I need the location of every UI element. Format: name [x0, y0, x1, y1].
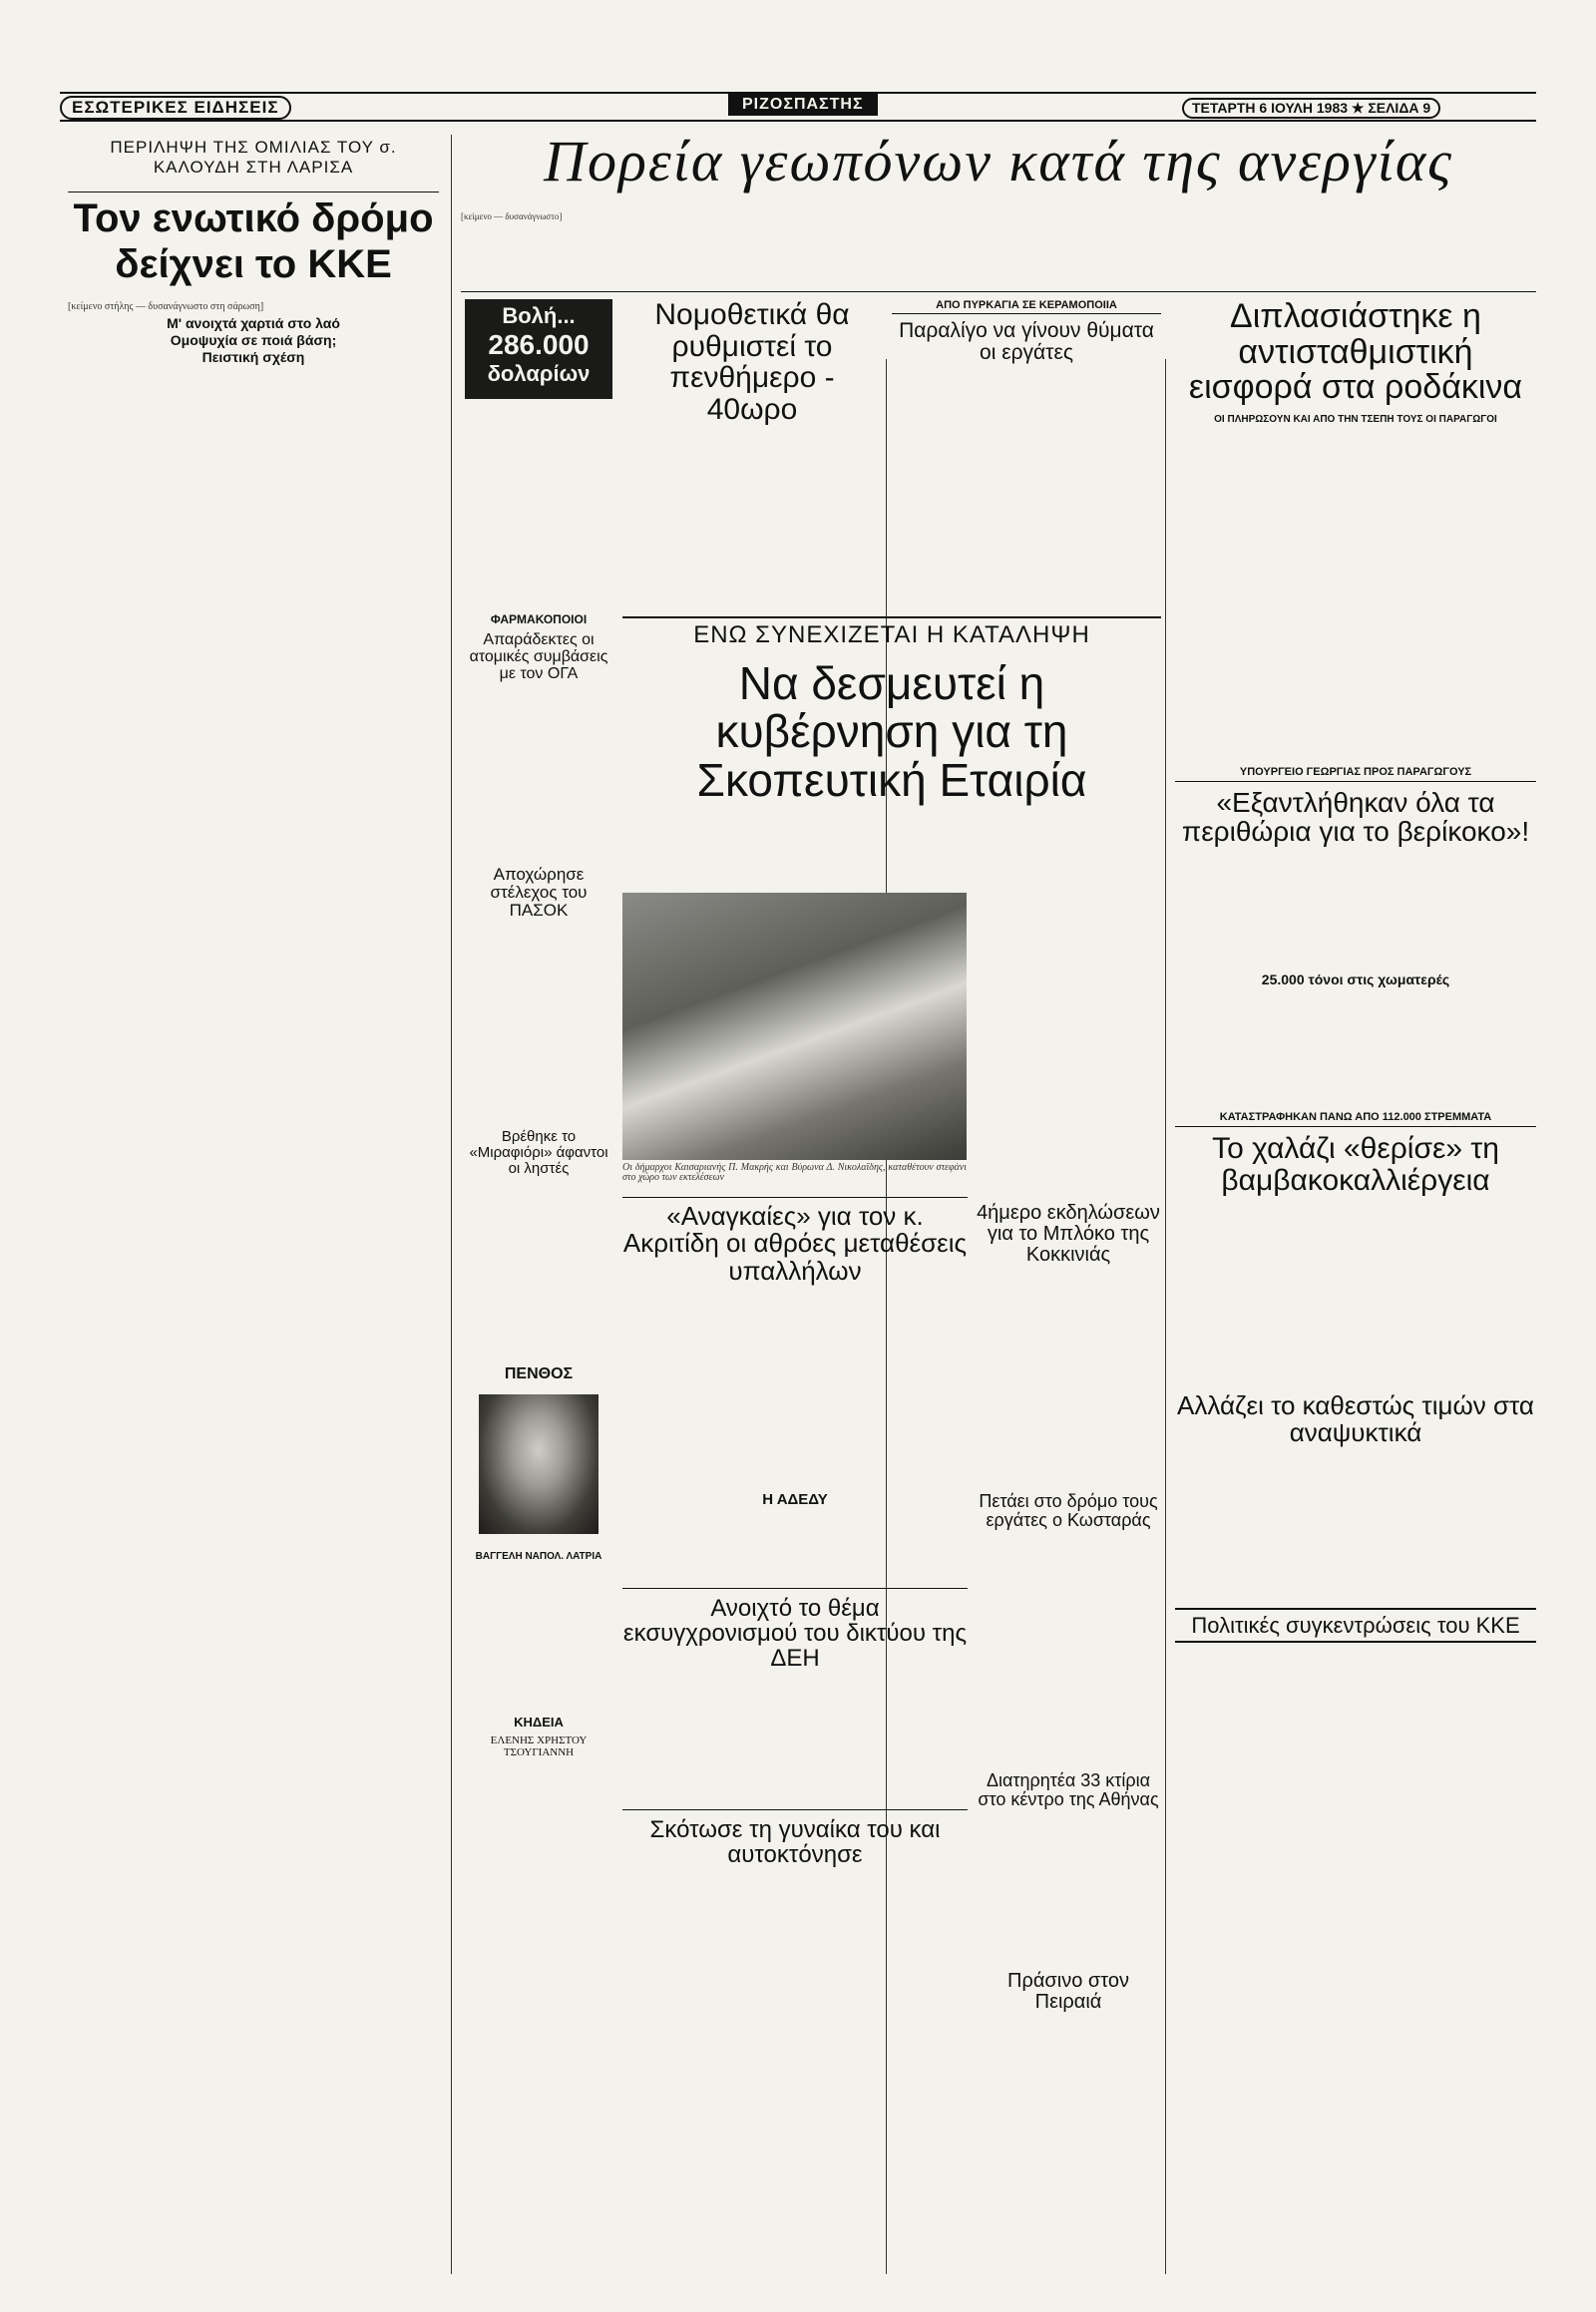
top-story — [461, 129, 1536, 205]
kathestos-headline: Αλλάζει το καθεστώς τιμών στα αναψυκτικά — [1177, 1390, 1534, 1448]
pentos-body — [465, 1574, 612, 1714]
article-subhead: Ομοψυχία σε ποιά βάση; — [170, 332, 337, 348]
peiraia-headline: Πράσινο στον Πειραιά — [1007, 1970, 1129, 2013]
article-subhead: Μ' ανοιχτά χαρτιά στο λαό — [167, 315, 340, 331]
pentos-name: ΒΑΓΓΕΛΗ ΝΑΠΟΛ. ΛΑΤΡΙΑ — [475, 1551, 602, 1562]
kathestos-body — [1175, 1460, 1536, 1605]
divider — [622, 616, 1161, 618]
date-page: ΤΕΤΑΡΤΗ 6 ΙΟΥΛΗ 1983 ★ ΣΕΛΙΔΑ 9 — [1182, 98, 1440, 119]
xalazi-body — [1175, 1209, 1536, 1386]
farmakopoioi-body — [465, 688, 612, 868]
divider — [461, 291, 1536, 292]
dei-headline: Ανοιχτό το θέμα εκσυγχρονισμού του δικτύου της ΔΕΗ — [622, 1595, 968, 1673]
ypourgeio-box — [1175, 766, 1536, 847]
kokkinia-headline: 4ήμερο εκδηλώσεων για το Μπλόκο της Κοκκινιάς — [977, 1202, 1160, 1266]
kustaras-headline: Πετάει στο δρόμο τους εργάτες ο Κωσταράς — [979, 1491, 1158, 1530]
farmakopoioi-kicker: ΦΑΡΜΑΚΟΠΟΙΟΙ — [490, 612, 588, 626]
nomothetika-box — [622, 298, 882, 426]
ceremony-photo — [622, 893, 967, 1160]
article-kicker: ΠΕΡΙΛΗΨΗ ΤΗΣ ΟΜΙΛΙΑΣ ΤΟΥ σ. ΚΑΛΟΥΔΗ ΣΤΗ ΛΑΡΙΣΑ — [110, 138, 397, 177]
kideia-body — [465, 1765, 612, 1885]
pasok-body — [465, 918, 612, 1127]
top-story-body: [κείμενο — δυσανάγνωστο] — [461, 211, 563, 221]
portrait-photo — [479, 1394, 598, 1534]
pasok-headline: Αποχώρησε στέλεχος του ΠΑΣΟΚ — [490, 865, 588, 920]
kideia-kicker: ΚΗΔΕΙΑ — [514, 1715, 564, 1730]
diplasiastike-headline: Διπλασιάστηκε η αντισταθμιστική εισφορά στα ροδάκινα — [1188, 297, 1523, 407]
katalipsi-headline: Να δεσμευτεί η κυβέρνηση για τη Σκοπευτική Εταιρία — [696, 657, 1087, 806]
headline-box — [68, 195, 439, 287]
voli-line2: 286.000 — [488, 329, 590, 360]
nomothetika-headline: Νομοθετικά θα ρυθμιστεί το πενθήμερο - 40ωρο — [654, 298, 850, 426]
voli-box — [465, 299, 612, 399]
divider — [68, 192, 439, 193]
mirafiori-headline: Βρέθηκε το «Μιραφιόρι» άφαντοι οι ληστές — [469, 1128, 608, 1177]
farmakopoioi-headline: Απαράδεκτες οι ατομικές συμβάσεις με τον ΟΓΑ — [469, 631, 608, 682]
politikes-box — [1175, 1608, 1536, 1643]
photo-caption: Οι δήμαρχοι Καισαριανής Π. Μακρής και Βύρωνα Δ. Νικολαΐδης, καταθέτουν στεφάνι στο χώρο των εκτελέσεων — [622, 1163, 967, 1183]
diplasiastike-kicker: ΟΙ ΠΛΗΡΩΣΟΥΝ ΚΑΙ ΑΠΟ ΤΗΝ ΤΣΕΠΗ ΤΟΥΣ ΟΙ ΠΑΡΑΓΩΓΟΙ — [1214, 414, 1497, 426]
article-headline: Τον ενωτικό δρόμο δείχνει το ΚΚΕ — [73, 196, 434, 286]
akritidis-body — [622, 1279, 968, 1488]
katalipsi-body — [622, 768, 1161, 888]
pyrkagia-box — [892, 299, 1161, 364]
katalipsi-kicker: ΕΝΩ ΣΥΝΕΧΙΖΕΤΑΙ Η ΚΑΤΑΛΗΨΗ — [693, 621, 1090, 648]
xalazi-box — [1175, 1111, 1536, 1196]
kokkinia-body — [976, 1295, 1161, 1484]
top-story-headline: Πορεία γεωπόνων κατά της ανεργίας — [544, 129, 1453, 193]
gynaika-body — [622, 1885, 968, 2269]
akritidis-headline: «Αναγκαίες» για τον κ. Ακριτίδη οι αθρόες μεταθέσεις υπαλλήλων — [622, 1201, 968, 1286]
adedy-body — [622, 1514, 968, 1586]
xalazi-kicker: ΚΑΤΑΣΤΡΑΦΗΚΑΝ ΠΑΝΩ ΑΠΟ 112.000 ΣΤΡΕΜΜΑΤΑ — [1175, 1111, 1536, 1127]
section-label: ΕΣΩΤΕΡΙΚΕΣ ΕΙΔΗΣΕΙΣ — [60, 96, 291, 120]
peiraia-body — [976, 2031, 1161, 2270]
adedy-headline: Η ΑΔΕΔΥ — [762, 1491, 828, 1508]
pyrkagia-body — [892, 409, 1161, 613]
politikes-headline: Πολιτικές συγκεντρώσεις του ΚΚΕ — [1175, 1608, 1536, 1643]
mirafiori-body — [465, 1175, 612, 1359]
xalazi-headline: Το χαλάζι «θερίσε» τη βαμβακοκαλλιέργεια — [1212, 1132, 1499, 1197]
paper-name: ΡΙΖΟΣΠΑΣΤΗΣ — [728, 94, 878, 116]
voli-line3: δολαρίων — [487, 361, 591, 386]
dei-body — [622, 1666, 968, 1805]
nomothetika-body — [622, 399, 882, 613]
divider — [622, 1197, 968, 1198]
ypourgeio-body — [1175, 868, 1536, 969]
pyrkagia-kicker: ΑΠΟ ΠΥΡΚΑΓΙΑ ΣΕ ΚΕΡΑΜΟΠΟΙΙΑ — [892, 299, 1161, 314]
voli-line1: Βολή... — [502, 303, 576, 328]
article-subhead: Πειστική σχέση — [201, 349, 305, 365]
farmakopoioi-article — [465, 612, 612, 682]
gynaika-headline: Σκότωσε τη γυναίκα του και αυτοκτόνησε — [649, 1816, 941, 1869]
left-article — [68, 138, 439, 178]
diplasiastike-box — [1175, 299, 1536, 425]
ypourgeio-body-2 — [1175, 993, 1536, 1105]
ypourgeio-headline: «Εξαντλήθηκαν όλα τα περιθώρια για το βερίκοκο»! — [1181, 787, 1530, 848]
kideia-name: ΕΛΕΝΗΣ ΧΡΗΣΤΟΥ ΤΣΟΥΓΙΑΝΝΗ — [490, 1734, 588, 1758]
divider — [622, 1588, 968, 1589]
pentos-kicker: ΠΕΝΘΟΣ — [504, 1365, 574, 1382]
ypourgeio-subhead: 25.000 τόνοι στις χωματερές — [1261, 971, 1450, 987]
article-body: [κείμενο στήλης — δυσανάγνωστο στη σάρωση] Μ' ανοιχτά χαρτιά στο λαό Ομοψυχία σε ποιά βάση; Πειστική σχέση — [68, 301, 439, 2271]
athina-headline: Διατηρητέα 33 κτίρια στο κέντρο της Αθήνας — [978, 1770, 1159, 1809]
column-divider — [1165, 359, 1166, 2274]
pyrkagia-headline: Παραλίγο να γίνουν θύματα οι εργάτες — [899, 319, 1154, 365]
politikes-body — [1175, 1652, 1536, 2270]
voli-body — [465, 409, 612, 608]
ypourgeio-kicker: ΥΠΟΥΡΓΕΙΟ ΓΕΩΡΓΙΑΣ ΠΡΟΣ ΠΑΡΑΓΩΓΟΥΣ — [1175, 766, 1536, 782]
kustaras-body — [976, 1566, 1161, 1765]
divider — [622, 1809, 968, 1810]
athina-body — [976, 1825, 1161, 1965]
katalipsi-side-body — [976, 893, 1161, 1182]
diplasiastike-body — [1175, 471, 1536, 760]
column-divider — [451, 135, 452, 2274]
